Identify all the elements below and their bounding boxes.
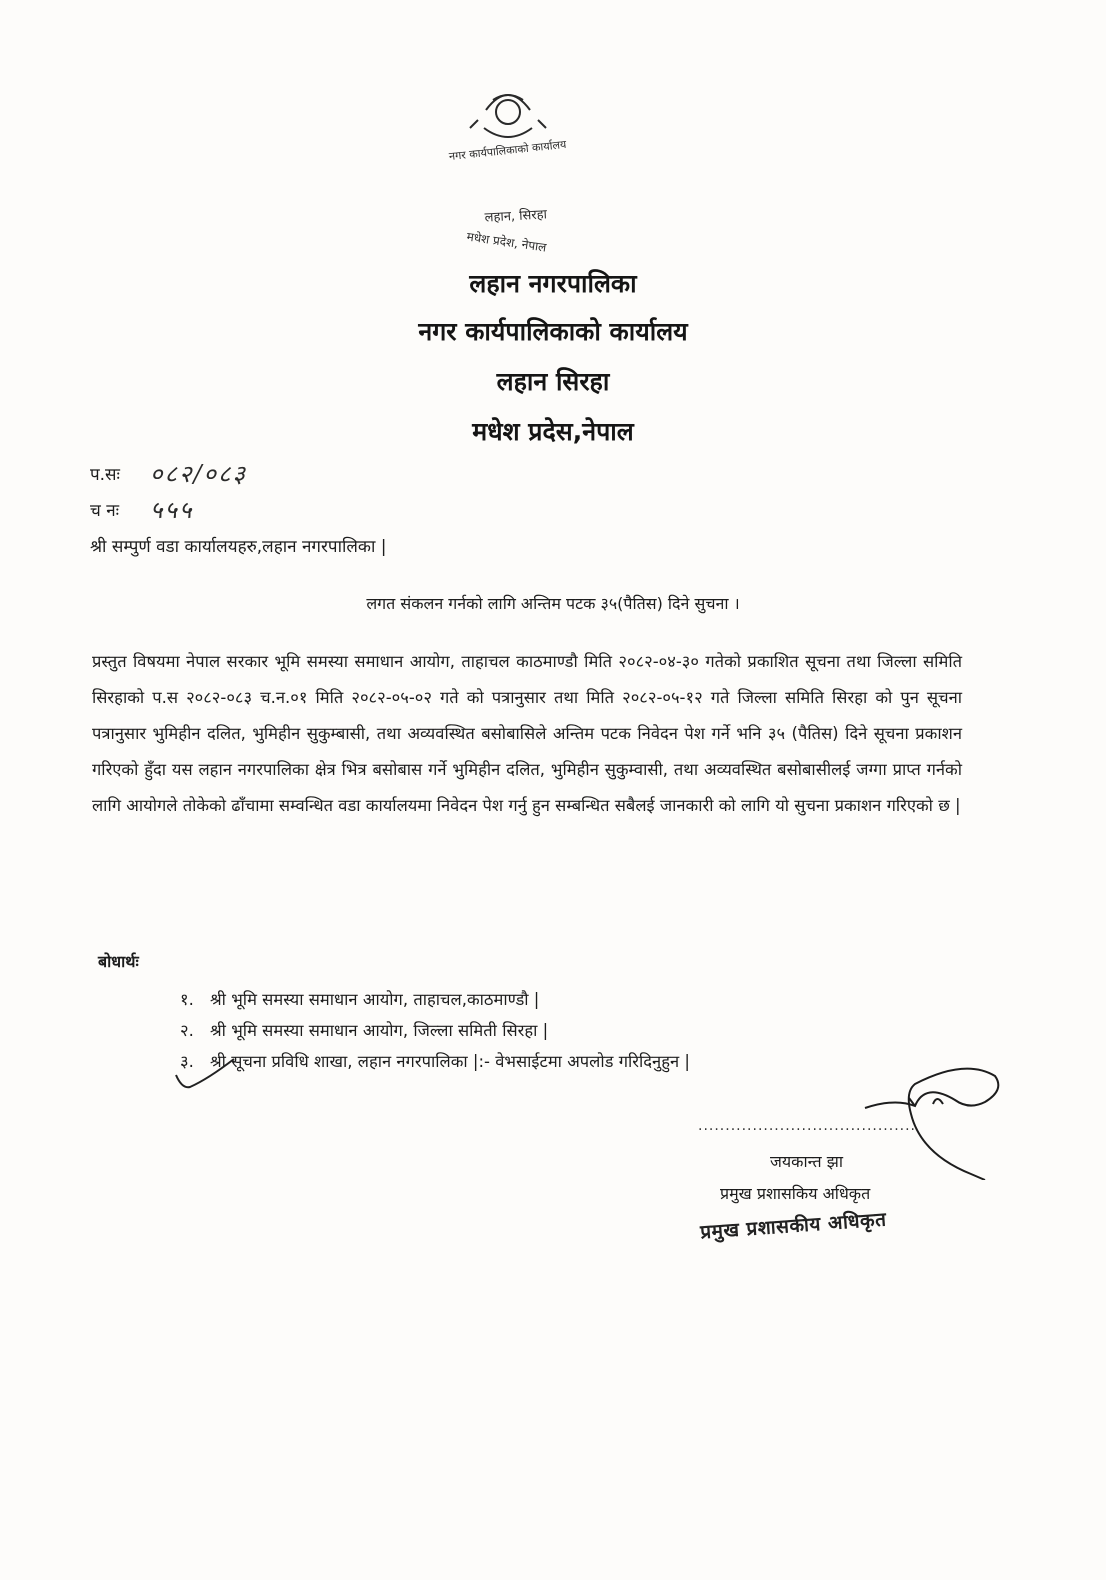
seal-middle-text: लहान, सिरहा — [484, 207, 548, 226]
office-name: लहान नगरपालिका — [469, 269, 637, 298]
signature-line: ........................................ — [698, 1118, 917, 1134]
ps-value: ०८२/०८३ — [150, 459, 247, 488]
handwritten-tick-icon — [170, 1057, 240, 1093]
list-item-number: १. — [180, 990, 194, 1009]
office-province: मधेश प्रदेस,नेपाल — [472, 417, 634, 446]
cn-value: ५५५ — [150, 495, 194, 524]
list-item-text: श्री भूमि समस्या समाधान आयोग, जिल्ला समिती सिरहा | — [210, 1021, 549, 1040]
office-subtitle: नगर कार्यपालिकाको कार्यालय — [418, 317, 688, 346]
subject-line: लगत संकलन गर्नको लागि अन्तिम पटक ३५(पैतिस) दिने सुचना । — [366, 594, 740, 613]
ps-label: प.सः — [90, 464, 120, 485]
list-item-number: ३. — [180, 1052, 194, 1071]
signatory-name: जयकान्त झा — [770, 1152, 843, 1171]
designation-stamp: प्रमुख प्रशासकीय अधिकृत — [699, 1208, 888, 1244]
seal-emblem-icon — [408, 70, 608, 270]
municipality-seal-stamp — [408, 70, 608, 270]
cc-list — [180, 983, 690, 1076]
list-item-text: श्री भूमि समस्या समाधान आयोग, ताहाचल,काठमाण्डौ | — [210, 990, 540, 1009]
office-location: लहान सिरहा — [496, 367, 610, 396]
reference-numbers — [90, 455, 247, 527]
body-paragraph: प्रस्तुत विषयमा नेपाल सरकार भूमि समस्या समाधान आयोग, ताहाचल काठमाण्डौ मिति २०८२-०४-३० गतेको प्रकाशित सूचना तथा जिल्ला समिति सिरहाको प.स २०८२-०८३ च.न.०१ मिति २०८२-०५-०२ गते को पत्रानुसार तथा मिति २०८२-०५-१२ गते जिल्ला समिति सिरहा को पुन सूचना पत्रानुसार भुमिहीन दलित, भुमिहीन सुकुम्बासी, तथा अव्यवस्थित बसोबासिले अन्तिम पटक निवेदन पेश गर्ने भनि ३५ (पैतिस) दिने सूचना प्रकाशन गरिएको हुँदा यस लहान नगरपालिका क्षेत्र भित्र बसोबास गर्ने भुमिहीन दलित, भुमिहीन सुकुम्वासी, तथा अव्यवस्थित बसोबासीलई जग्गा प्राप्त गर्नको लागि आयोगले तोकेको ढाँचामा सम्वन्धित वडा कार्यालयमा निवेदन पेश गर्नु हुन सम्बन्धित सबैलई जानकारी को लागि यो सुचना प्रकाशन गरिएको छ | — [92, 652, 962, 815]
cc-title: बोधार्थः — [98, 952, 139, 971]
list-item-number: २. — [180, 1021, 194, 1040]
list-item — [180, 1045, 690, 1076]
list-item-text: श्री सूचना प्रविधि शाखा, लहान नगरपालिका |:- वेभसाईटमा अपलोड गरिदिनुहुन | — [210, 1052, 690, 1071]
cn-label: च नः — [90, 500, 120, 521]
seal-top-text: नगर कार्यपालिकाको कार्यालय — [448, 137, 567, 164]
signatory-title: प्रमुख प्रशासकिय अधिकृत — [720, 1184, 871, 1203]
list-item — [180, 1014, 690, 1045]
list-item — [180, 983, 690, 1014]
seal-bottom-text: मधेश प्रदेश, नेपाल — [465, 229, 548, 255]
addressee: श्री सम्पुर्ण वडा कार्यालयहरु,लहान नगरपालिका | — [90, 537, 387, 557]
